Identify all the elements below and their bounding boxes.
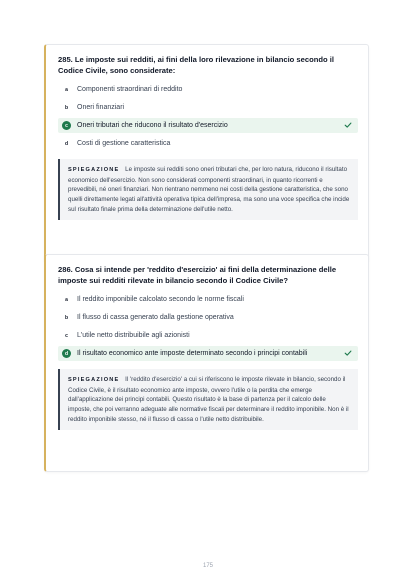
option-letter: d bbox=[62, 349, 71, 358]
option-b[interactable] bbox=[58, 100, 358, 115]
check-icon bbox=[344, 349, 352, 357]
explanation-text: Il 'reddito d'esercizio' a cui si riferiscono le imposte rilevate in bilancio, secondo il Codice Civile, è il risultato economico ante imposte, ovvero l'utile o la perdita che emerge dall'applicazione dei principi contabili. Questo risultato è la base di partenza per il calcolo delle imposte, che poi verranno adeguate alle normative fiscali per determinare il reddito imponibile. Non è il reddito imponibile stesso, né il flusso di cassa o l'utile netto distribuibile. bbox=[68, 376, 349, 423]
option-text: Oneri tributari che riducono il risultato d'esercizio bbox=[77, 122, 228, 130]
question-body: Cosa si intende per 'reddito d'esercizio' ai fini della determinazione delle imposte sui redditi rilevate in bilancio secondo il Codice Civile? bbox=[58, 265, 337, 285]
option-letter: c bbox=[65, 332, 68, 339]
question-text bbox=[58, 265, 358, 286]
explanation-label: SPIEGAZIONE bbox=[68, 377, 120, 384]
page-number: 175 bbox=[202, 563, 213, 569]
question-number: 286. bbox=[58, 265, 73, 274]
question-card-286 bbox=[44, 254, 369, 472]
option-d-correct[interactable] bbox=[58, 346, 358, 361]
option-b[interactable] bbox=[58, 310, 358, 325]
option-letter: a bbox=[65, 296, 68, 303]
option-letter: b bbox=[64, 104, 69, 111]
explanation-text: Le imposte sui redditi sono oneri tributari che, per loro natura, riducono il risultato economico dell'esercizio. Non sono considerati componenti straordinari, in quanto ricorrenti e prevedibili, né oneri finanziari. Non rientrano nemmeno nei costi della gestione caratteristica, che sono quelli direttamente legati all'attività operativa tipica dell'impresa, ma sono una voce specifica che incide sul risultato finale prima della determinazione dell'utile netto. bbox=[68, 166, 350, 213]
check-icon bbox=[344, 121, 352, 129]
option-c-correct[interactable] bbox=[58, 118, 358, 133]
question-body: Le imposte sui redditi, ai fini della loro rilevazione in bilancio secondo il Codice Civile, sono considerate: bbox=[58, 55, 334, 75]
option-text: L'utile netto distribuibile agli azionisti bbox=[77, 332, 190, 340]
question-card-285 bbox=[44, 44, 369, 262]
option-text: Il reddito imponibile calcolato secondo le norme fiscali bbox=[77, 296, 244, 304]
option-c[interactable] bbox=[58, 328, 358, 343]
option-letter: b bbox=[64, 314, 69, 321]
option-letter: a bbox=[65, 86, 68, 93]
option-a[interactable] bbox=[58, 82, 358, 97]
explanation-box bbox=[58, 369, 358, 430]
option-letter: c bbox=[62, 121, 71, 130]
option-a[interactable] bbox=[58, 292, 358, 307]
explanation-box bbox=[58, 159, 358, 220]
option-text: Costi di gestione caratteristica bbox=[77, 140, 171, 148]
option-text: Il risultato economico ante imposte determinato secondo i principi contabili bbox=[77, 350, 308, 358]
question-number: 285. bbox=[58, 55, 73, 64]
option-letter: d bbox=[64, 140, 69, 147]
option-text: Il flusso di cassa generato dalla gestione operativa bbox=[77, 314, 234, 322]
option-d[interactable] bbox=[58, 136, 358, 151]
question-text bbox=[58, 55, 358, 76]
option-text: Oneri finanziari bbox=[77, 104, 125, 112]
explanation-label: SPIEGAZIONE bbox=[68, 167, 120, 174]
option-text: Componenti straordinari di reddito bbox=[77, 86, 183, 94]
